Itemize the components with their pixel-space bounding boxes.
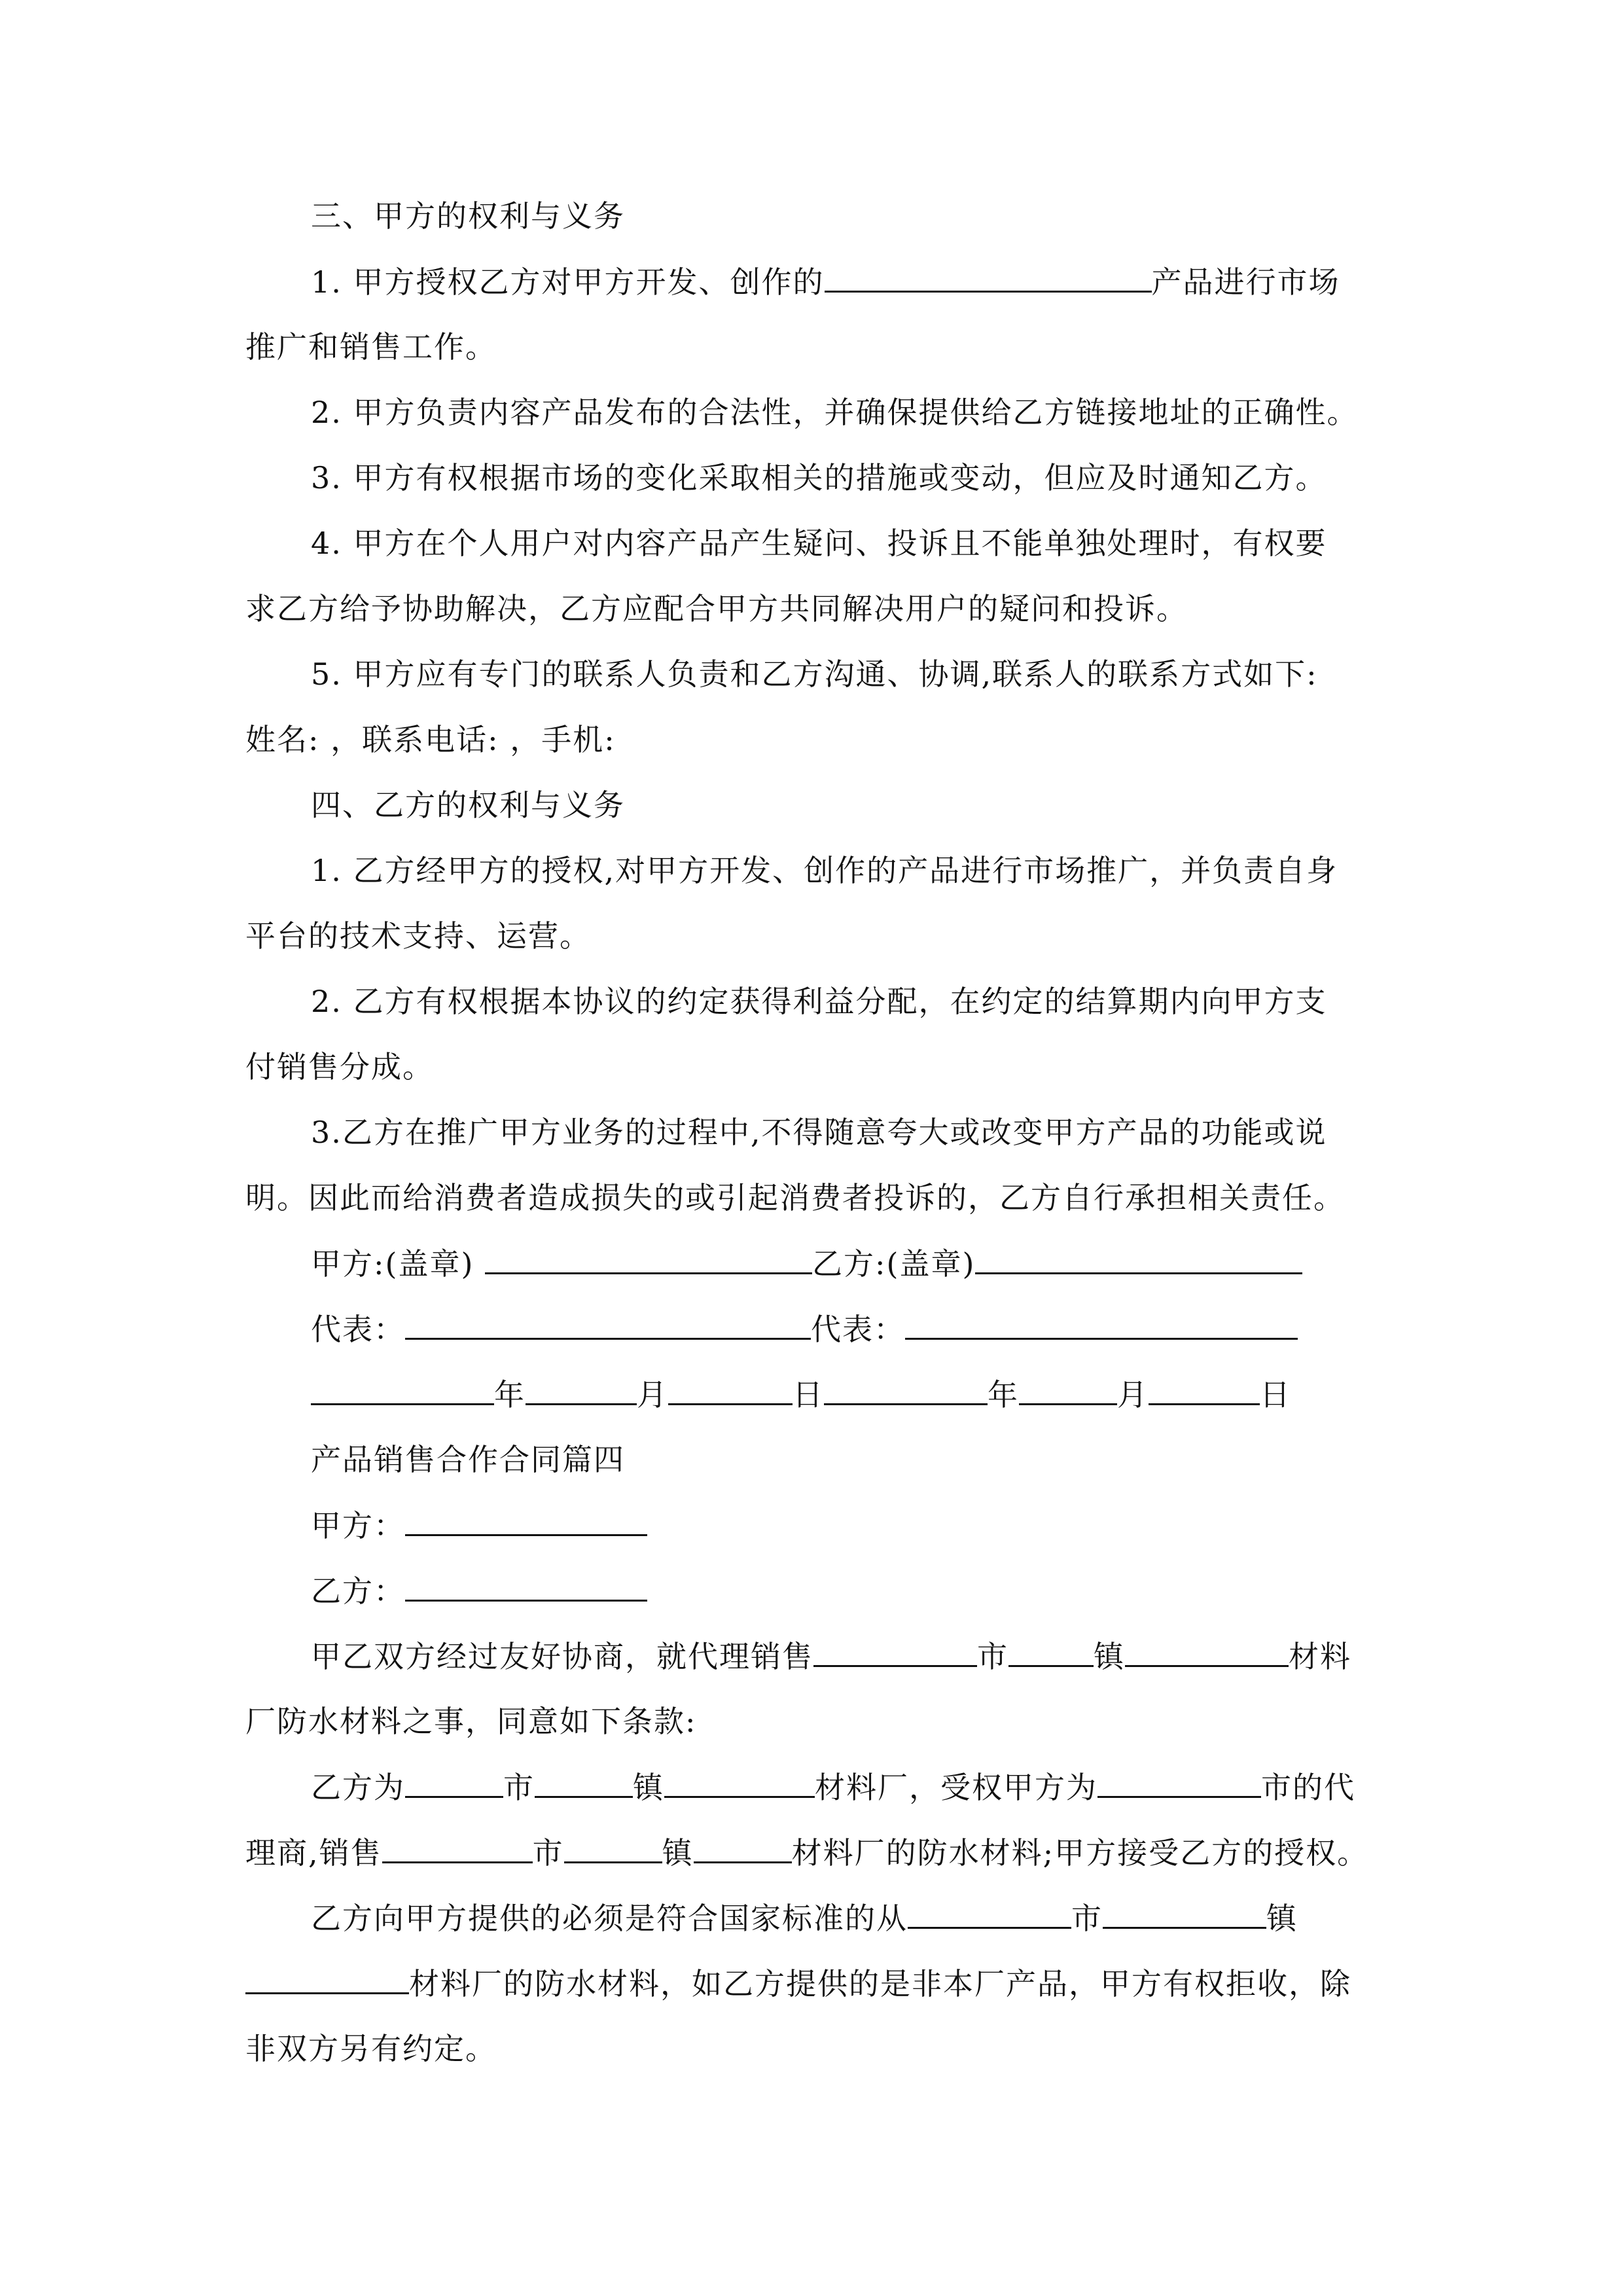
section3-item4 xyxy=(311,524,1327,563)
rep-b-blank[interactable] xyxy=(905,1309,1298,1340)
section3-item1-cont xyxy=(245,327,497,367)
item-text: 求乙方给予协助解决，乙方应配合甲方共同解决用户的疑问和投诉。 xyxy=(245,591,1188,626)
city-label: 市 xyxy=(977,1639,1008,1674)
section4-item2 xyxy=(311,982,1327,1021)
item-text: 平台的技术支持、运营。 xyxy=(245,918,591,954)
section3-item4-cont xyxy=(245,589,1188,628)
city-blank[interactable] xyxy=(405,1767,503,1798)
party-b-seal-blank[interactable] xyxy=(975,1244,1302,1274)
city-blank[interactable] xyxy=(908,1898,1071,1929)
item-text: 明。因此而给消费者造成损失的或引起消费者投诉的，乙方自行承担相关责任。 xyxy=(245,1180,1345,1215)
contract4-p1 xyxy=(311,1636,1351,1676)
town-blank[interactable] xyxy=(535,1767,633,1798)
city-blank[interactable] xyxy=(813,1636,977,1667)
factory-blank[interactable] xyxy=(1125,1636,1289,1667)
factory-blank[interactable] xyxy=(245,1964,409,1994)
item-text: 1. 甲方授权乙方对甲方开发、创作的 xyxy=(311,264,825,300)
town-label: 镇 xyxy=(662,1835,694,1871)
city-label: 市 xyxy=(1071,1901,1103,1936)
town-blank[interactable] xyxy=(564,1833,662,1863)
p2-text: 材料厂的防水材料;甲方接受乙方的授权。 xyxy=(791,1835,1369,1871)
p2-text: 理商,销售 xyxy=(245,1835,382,1871)
contract4-p3-end xyxy=(245,2029,497,2068)
party-b-blank[interactable] xyxy=(405,1571,647,1602)
section3-heading xyxy=(311,196,625,236)
section4-heading xyxy=(311,785,625,825)
item-text: 3. 甲方有权根据市场的变化采取相关的措施或变动，但应及时通知乙方。 xyxy=(311,460,1327,495)
contact-text: 姓名: ，联系电话: ，手机: xyxy=(245,722,616,757)
item-text: 2. 乙方有权根据本协议的约定获得利益分配，在约定的结算期内向甲方支 xyxy=(311,984,1327,1019)
p3-text: 材料厂的防水材料，如乙方提供的是非本厂产品，甲方有权拒收，除 xyxy=(409,1966,1351,2001)
contract4-p2 xyxy=(311,1767,1355,1807)
p3-text: 乙方向甲方提供的必须是符合国家标准的从 xyxy=(311,1901,908,1936)
item-text: 付销售分成。 xyxy=(245,1049,434,1085)
factory-blank[interactable] xyxy=(694,1833,792,1863)
section4-item3-cont xyxy=(245,1178,1345,1217)
contract4-title xyxy=(311,1440,625,1479)
contract4-p1-cont xyxy=(245,1702,697,1741)
p3-text: 非双方另有约定。 xyxy=(245,2031,497,2066)
product-blank[interactable] xyxy=(825,262,1152,293)
month-a-blank[interactable] xyxy=(526,1374,637,1405)
contract4-p2-cont xyxy=(245,1833,1368,1873)
party-a-seal-label: 甲方:(盖章) xyxy=(311,1246,474,1282)
section3-item1 xyxy=(311,262,1340,302)
section4-item2-cont xyxy=(245,1047,434,1086)
contract4-party-b xyxy=(311,1571,647,1611)
contract4-p3-cont xyxy=(245,1964,1351,2003)
month-b-blank[interactable] xyxy=(1019,1374,1117,1405)
material-label: 材料 xyxy=(1289,1639,1351,1674)
section3-item2 xyxy=(311,393,1359,432)
item-text: 4. 甲方在个人用户对内容产品产生疑问、投诉且不能单独处理时，有权要 xyxy=(311,526,1327,561)
year-label: 年 xyxy=(494,1377,526,1412)
month-label: 月 xyxy=(1117,1377,1149,1412)
month-label: 月 xyxy=(637,1377,668,1412)
item-text: 推广和销售工作。 xyxy=(245,329,497,365)
party-a-seal-blank[interactable] xyxy=(485,1244,812,1274)
p1-text: 甲乙双方经过友好协商，就代理销售 xyxy=(311,1639,813,1674)
section3-item5-contact xyxy=(245,720,616,759)
p1-text: 厂防水材料之事，同意如下条款: xyxy=(245,1704,697,1739)
item-text: 1. 乙方经甲方的授权,对甲方开发、创作的产品进行市场推广，并负责自身 xyxy=(311,853,1338,888)
party-b-seal-label: 乙方:(盖章) xyxy=(812,1246,976,1282)
factory-blank[interactable] xyxy=(664,1767,815,1798)
item-text: 5. 甲方应有专门的联系人负责和乙方沟通、协调,联系人的联系方式如下: xyxy=(311,656,1318,692)
town-label: 镇 xyxy=(1266,1901,1298,1936)
city-blank[interactable] xyxy=(382,1833,533,1863)
year-b-blank[interactable] xyxy=(824,1374,988,1405)
representative-line xyxy=(311,1309,1298,1349)
rep-b-label: 代表： xyxy=(811,1312,905,1347)
item-text: 产品进行市场 xyxy=(1151,264,1340,300)
contract4-party-a xyxy=(311,1505,647,1545)
date-line xyxy=(311,1374,1291,1414)
day-label: 日 xyxy=(1260,1377,1291,1412)
day-b-blank[interactable] xyxy=(1149,1374,1260,1405)
section4-item1-cont xyxy=(245,916,591,956)
contract4-p3 xyxy=(311,1898,1298,1938)
party-a-blank[interactable] xyxy=(405,1505,647,1536)
town-blank[interactable] xyxy=(1103,1898,1266,1929)
town-blank[interactable] xyxy=(1008,1636,1094,1667)
p2-text: 市的代 xyxy=(1261,1770,1355,1805)
seal-line xyxy=(311,1244,1302,1283)
agent-city-blank[interactable] xyxy=(1097,1767,1261,1798)
day-label: 日 xyxy=(793,1377,824,1412)
rep-a-blank[interactable] xyxy=(405,1309,811,1340)
rep-a-label: 代表： xyxy=(311,1312,405,1347)
section4-item3 xyxy=(311,1113,1327,1152)
town-label: 镇 xyxy=(633,1770,664,1805)
section4-item1 xyxy=(311,851,1338,890)
year-label: 年 xyxy=(988,1377,1019,1412)
town-label: 镇 xyxy=(1094,1639,1125,1674)
heading-text: 三、甲方的权利与义务 xyxy=(311,198,625,234)
city-label: 市 xyxy=(503,1770,535,1805)
section3-item5 xyxy=(311,655,1318,694)
item-text: 3.乙方在推广甲方业务的过程中,不得随意夸大或改变甲方产品的功能或说 xyxy=(311,1115,1327,1150)
heading-text: 四、乙方的权利与义务 xyxy=(311,787,625,823)
p2-text: 乙方为 xyxy=(311,1770,405,1805)
section3-item3 xyxy=(311,458,1327,497)
item-text: 2. 甲方负责内容产品发布的合法性，并确保提供给乙方链接地址的正确性。 xyxy=(311,395,1359,430)
party-a-label: 甲方： xyxy=(311,1508,405,1543)
day-a-blank[interactable] xyxy=(668,1374,793,1405)
party-b-label: 乙方： xyxy=(311,1573,405,1609)
title-text: 产品销售合作合同篇四 xyxy=(311,1442,625,1477)
p2-text: 材料厂，受权甲方为 xyxy=(815,1770,1097,1805)
year-a-blank[interactable] xyxy=(311,1374,494,1405)
city-label: 市 xyxy=(532,1835,564,1871)
